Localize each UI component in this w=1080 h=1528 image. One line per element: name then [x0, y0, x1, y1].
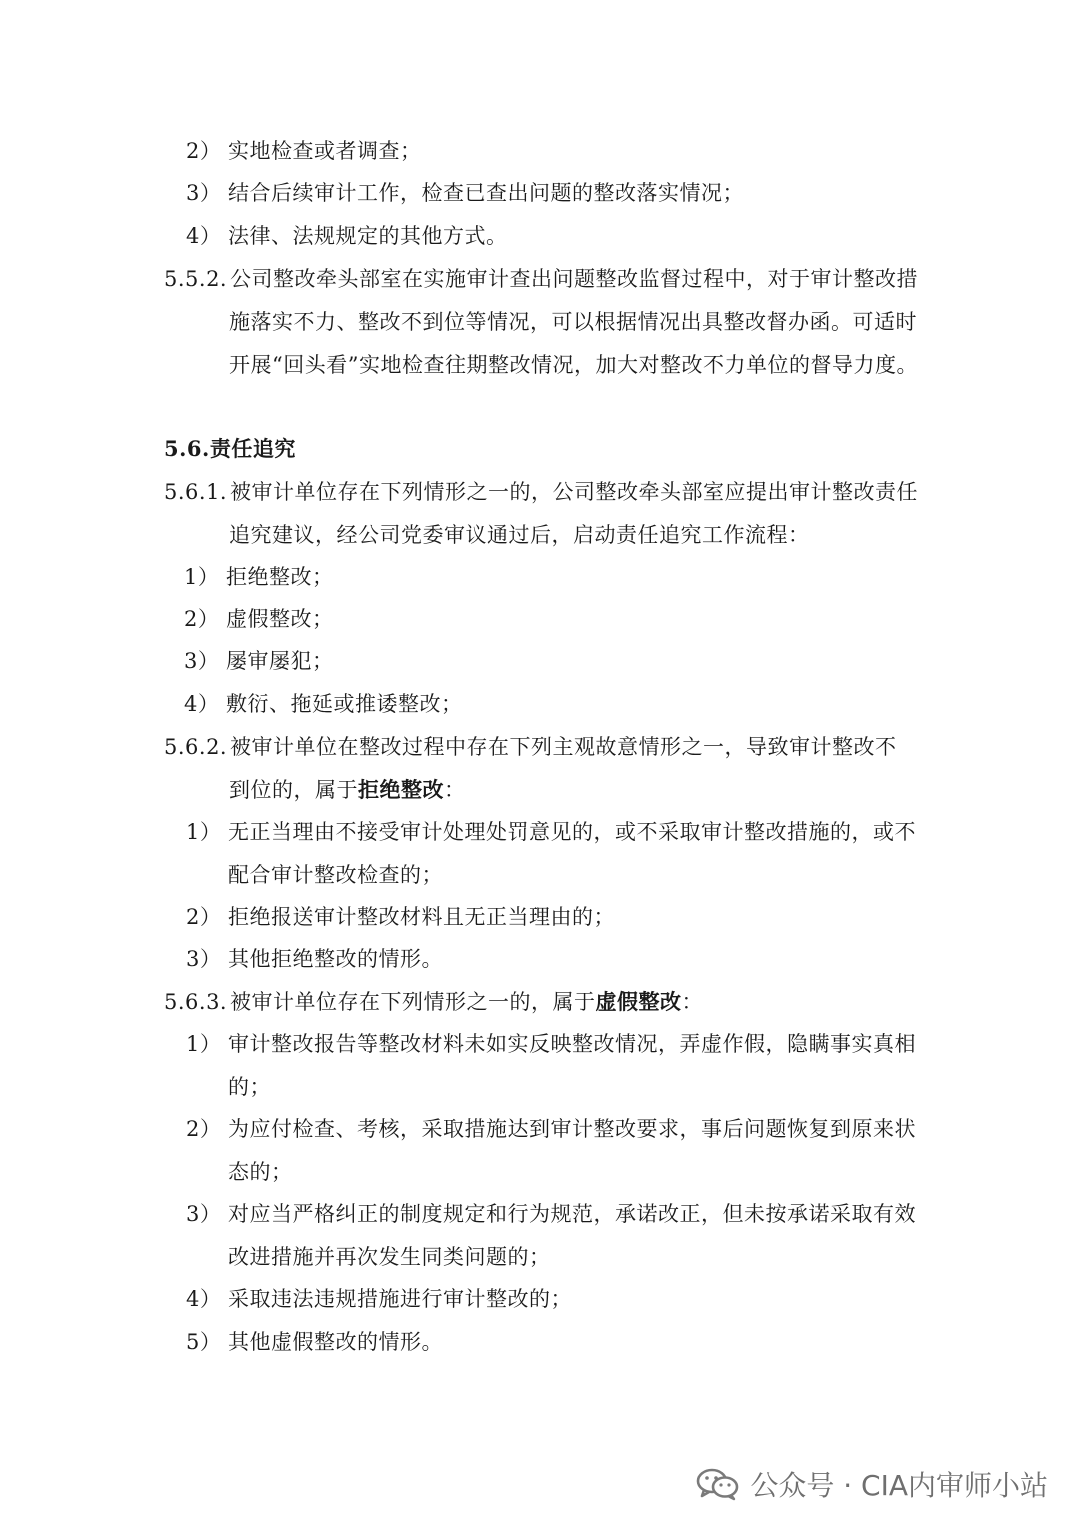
clause-5-5-2-continued: 施落实不力、整改不到位等情况，可以根据情况出具整改督办函。可适时 — [229, 310, 917, 334]
list-item: 1） 拒绝整改； — [184, 565, 334, 589]
list-item: 2） 实地检查或者调查； — [186, 139, 422, 163]
list-item: 2） 拒绝报送审计整改材料且无正当理由的； — [186, 905, 615, 929]
list-item: 3） 其他拒绝整改的情形。 — [186, 947, 443, 971]
watermark — [696, 1462, 1048, 1506]
clause-5-6-3: 5.6.3. 被审计单位存在下列情形之一的，属于虚假整改： — [164, 989, 703, 1014]
clause-5-6-1-continued: 追究建议，经公司党委审议通过后，启动责任追究工作流程： — [229, 523, 810, 547]
clause-5-6-2: 5.6.2. 被审计单位在整改过程中存在下列主观故意情形之一，导致审计整改不 — [164, 735, 897, 759]
list-item: 4） 敷衍、拖延或推诿整改； — [184, 692, 463, 716]
list-item: 2） 为应付检查、考核，采取措施达到审计整改要求，事后问题恢复到原来状 — [186, 1117, 916, 1141]
clause-5-6-2-continued: 到位的，属于拒绝整改： — [229, 777, 466, 802]
list-item: 4） 法律、法规规定的其他方式。 — [186, 224, 508, 248]
list-item: 2） 虚假整改； — [184, 607, 334, 631]
clause-5-5-2-continued: 开展“回头看”实地检查往期整改情况，加大对整改不力单位的督导力度。 — [229, 353, 918, 377]
wechat-icon — [696, 1467, 740, 1501]
list-item-continued: 改进措施并再次发生同类问题的； — [228, 1245, 551, 1269]
term-refuse-rectification: 拒绝整改 — [358, 777, 444, 802]
list-item-continued: 配合审计整改检查的； — [228, 863, 443, 887]
list-item: 3） 对应当严格纠正的制度规定和行为规范，承诺改正，但未按承诺采取有效 — [186, 1202, 916, 1226]
list-item: 1） 无正当理由不接受审计处理处罚意见的，或不采取审计整改措施的，或不 — [186, 820, 916, 844]
watermark-text: 公众号 · CIA内审师小站 — [750, 1469, 1048, 1502]
list-item: 3） 屡审屡犯； — [184, 649, 334, 673]
list-item: 3） 结合后续审计工作，检查已查出问题的整改落实情况； — [186, 181, 744, 205]
list-item: 5） 其他虚假整改的情形。 — [186, 1330, 443, 1354]
term-false-rectification: 虚假整改 — [595, 989, 682, 1014]
list-item: 4） 采取违法违规措施进行审计整改的； — [186, 1287, 572, 1311]
list-item-continued: 态的； — [228, 1160, 293, 1184]
section-heading-5-6: 5.6.责任追究 — [164, 436, 296, 461]
list-item-continued: 的； — [228, 1075, 271, 1099]
list-item: 1） 审计整改报告等整改材料未如实反映整改情况，弄虚作假，隐瞒事实真相 — [186, 1032, 916, 1056]
clause-5-6-1: 5.6.1. 被审计单位存在下列情形之一的，公司整改牵头部室应提出审计整改责任 — [164, 480, 918, 504]
clause-5-5-2: 5.5.2. 公司整改牵头部室在实施审计查出问题整改监督过程中，对于审计整改措 — [164, 267, 918, 291]
